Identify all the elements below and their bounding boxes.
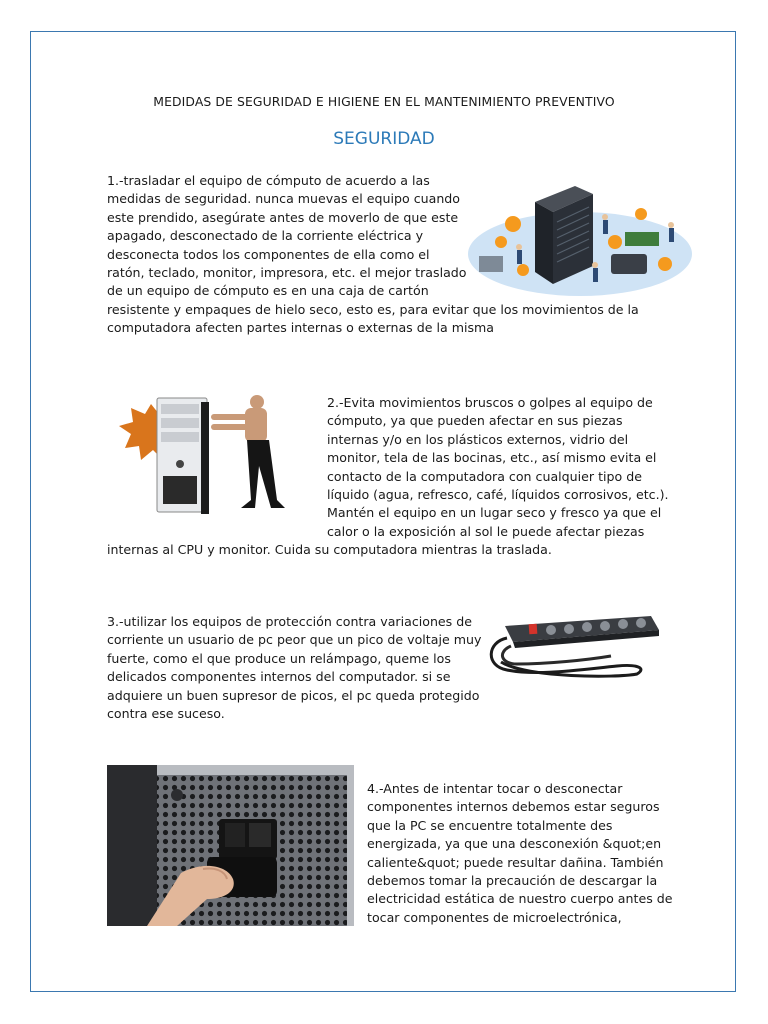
paragraph-2	[327, 394, 669, 541]
paragraph-line: 3.-utilizar los equipos de protección contra variaciones de	[107, 614, 472, 629]
paragraph-line: 4.-Antes de intentar tocar o desconectar	[367, 781, 623, 796]
paragraph-line: medidas de seguridad. nunca muevas el equipo cuando	[107, 191, 461, 207]
paragraph-line: computadora afecten partes internas o externas de la misma	[107, 320, 495, 336]
paragraph-line: que la PC se encuentre totalmente des	[367, 817, 613, 833]
paragraph-line: tocar componentes de microelectrónica,	[367, 909, 622, 925]
paragraph-line: componentes internos debemos estar seguros	[367, 799, 660, 815]
paragraph-line: cómputo, ya que pueden afectar en sus piezas	[327, 413, 623, 429]
paragraph-line: internas y/o en los plásticos externos, vidrio del	[327, 431, 629, 447]
man-pushing-cpu-tower-icon	[107, 390, 322, 530]
paragraph-line: monitor, tela de las bocinas, etc., así mismo evita el	[327, 450, 657, 466]
paragraph-line: internas al CPU y monitor. Cuida su computadora mientras la traslada.	[107, 542, 552, 557]
paragraph-line: 1.-trasladar el equipo de cómputo de acuerdo a las	[107, 173, 430, 188]
hand-unplugging-power-cable-icon	[107, 765, 354, 926]
paragraph-line: delicados componentes internos del computador. si se	[107, 669, 451, 685]
paragraph-line: calor o la exposición al sol le puede afectar piezas	[327, 523, 645, 539]
paragraph-2-tail	[107, 541, 552, 559]
section-heading: SEGURIDAD	[333, 129, 435, 149]
paragraph-line: de un equipo de cómputo es en una caja de cartón	[107, 283, 429, 299]
paragraph-line: líquido (agua, refresco, café, líquidos corrosivos, etc.).	[327, 487, 669, 503]
document-title: MEDIDAS DE SEGURIDAD E HIGIENE EN EL MANTENIMIENTO PREVENTIVO	[153, 94, 615, 109]
paragraph-line: apagado, desconectado de la corriente eléctrica y	[107, 228, 424, 244]
paragraph-3	[107, 613, 481, 723]
server-technicians-illustration-icon	[465, 172, 695, 298]
paragraph-line: energizada, ya que una desconexión &quot;en	[367, 836, 662, 852]
paragraph-4	[367, 780, 673, 927]
paragraph-line: debemos tomar la precaución de descargar la	[367, 873, 658, 889]
paragraph-line: resistente y empaques de hielo seco, esto es, para evitar que los movimientos de la	[107, 301, 639, 317]
paragraph-line: contacto de la computadora con cualquier tipo de	[327, 468, 642, 484]
paragraph-line: contra ese suceso.	[107, 706, 225, 722]
paragraph-line: ratón, teclado, monitor, impresora, etc. el mejor traslado	[107, 265, 467, 281]
paragraph-line: adquiere un buen supresor de picos, el pc queda protegido	[107, 687, 480, 703]
paragraph-line: desconecta todos los componentes de ella como el	[107, 246, 430, 262]
paragraph-line: corriente un usuario de pc peor que un pico de voltaje muy	[107, 632, 482, 648]
paragraph-line: 2.-Evita movimientos bruscos o golpes al equipo de	[327, 395, 653, 410]
paragraph-line: electricidad estática de nuestro cuerpo antes de	[367, 891, 673, 907]
paragraph-line: fuerte, como el que produce un relámpago, queme los	[107, 650, 451, 666]
paragraph-line: Mantén el equipo en un lugar seco y fresco ya que el	[327, 505, 662, 521]
paragraph-line: caliente&quot; puede resultar dañina. También	[367, 854, 664, 870]
paragraph-line: este prendido, asegúrate antes de moverlo de que este	[107, 209, 459, 225]
surge-protector-power-strip-icon	[487, 612, 662, 680]
